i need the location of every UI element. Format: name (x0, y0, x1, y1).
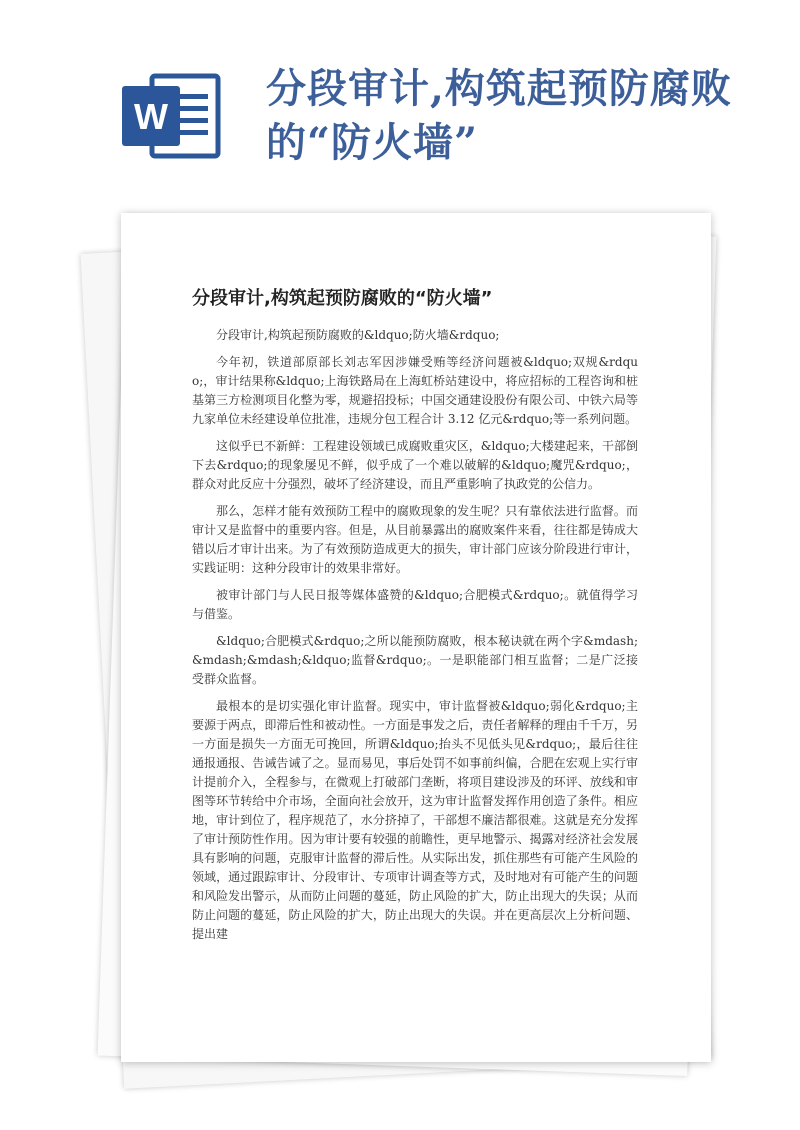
paragraph: 今年初，铁道部原部长刘志军因涉嫌受贿等经济问题被&ldquo;双规&rdquo;，审计结果称&ldquo;上海铁路局在上海虹桥站建设中，将应招标的工程咨询和桩基第三方检测项目化整为零，规避招投标；中国交通建设股份有限公司、中铁六局等九家单位未经建设单位批准，违规分包工程合计 3.12 亿元&rdquo;等一系列问题。 (192, 355, 638, 426)
header-title: 分段审计,构筑起预防腐败的“防火墙” (266, 65, 732, 166)
document-body (192, 326, 638, 952)
word-document-icon (118, 72, 222, 160)
paragraph: 这似乎已不新鲜：工程建设领域已成腐败重灾区，&ldquo;大楼建起来，干部倒下去&rdquo;的现象屡见不鲜，似乎成了一个难以破解的&ldquo;魔咒&rdquo;，群众对此反应十分强烈，破坏了经济建设，而且严重影响了执政党的公信力。 (192, 439, 638, 491)
paragraph: 分段审计,构筑起预防腐败的&ldquo;防火墙&rdquo; (216, 328, 500, 342)
word-icon-letter: W (134, 96, 168, 137)
paragraph: &ldquo;合肥模式&rdquo;之所以能预防腐败，根本秘诀就在两个字&mdash;&mdash;&mdash;&ldquo;监督&rdquo;。一是职能部门相互监督；二是广泛接受群众监督。 (192, 634, 638, 686)
paragraph: 最根本的是切实强化审计监督。现实中，审计监督被&ldquo;弱化&rdquo;主要源于两点，即滞后性和被动性。一方面是事发之后，责任者解释的理由千千万，另一方面是损失一方面无可挽回，所谓&ldquo;抬头不见低头见&rdquo;，最后往往通报通报、告诫告诫了之。显而易见，事后处罚不如事前纠偏，合肥在宏观上实行审计提前介入，全程参与，在微观上打破部门垄断，将项目建设涉及的环评、放线和审图等环节转给中介市场，全面向社会放开，这为审计监督发挥作用创造了条件。相应地，审计到位了，程序规范了，水分挤掉了，干部想不廉洁都很难。这就是充分发挥了审计预防性作用。因为审计要有较强的前瞻性，更早地警示、揭露对经济社会发展具有影响的问题，克服审计监督的滞后性。从实际出发，抓住那些有可能产生风险的领域，通过跟踪审计、分段审计、专项审计调查等方式，及时地对有可能产生的问题和风险发出警示，从而防止问题的蔓延，防止风险的扩大，防止出现大的失误；从而防止问题的蔓延，防止风险的扩大，防止出现大的失误。并在更高层次上分析问题、提出建 (192, 699, 638, 941)
document-title: 分段审计,构筑起预防腐败的“防火墙” (192, 288, 493, 309)
page-header (0, 0, 800, 200)
paragraph: 被审计部门与人民日报等媒体盛赞的&ldquo;合肥模式&rdquo;。就值得学习与借鉴。 (192, 588, 638, 621)
paragraph: 那么，怎样才能有效预防工程中的腐败现象的发生呢？只有靠依法进行监督。而审计又是监督中的重要内容。但是，从目前暴露出的腐败案件来看，往往都是铸成大错以后才审计出来。为了有效预防造成更大的损失，审计部门应该分阶段进行审计，实践证明：这种分段审计的效果非常好。 (192, 504, 638, 575)
